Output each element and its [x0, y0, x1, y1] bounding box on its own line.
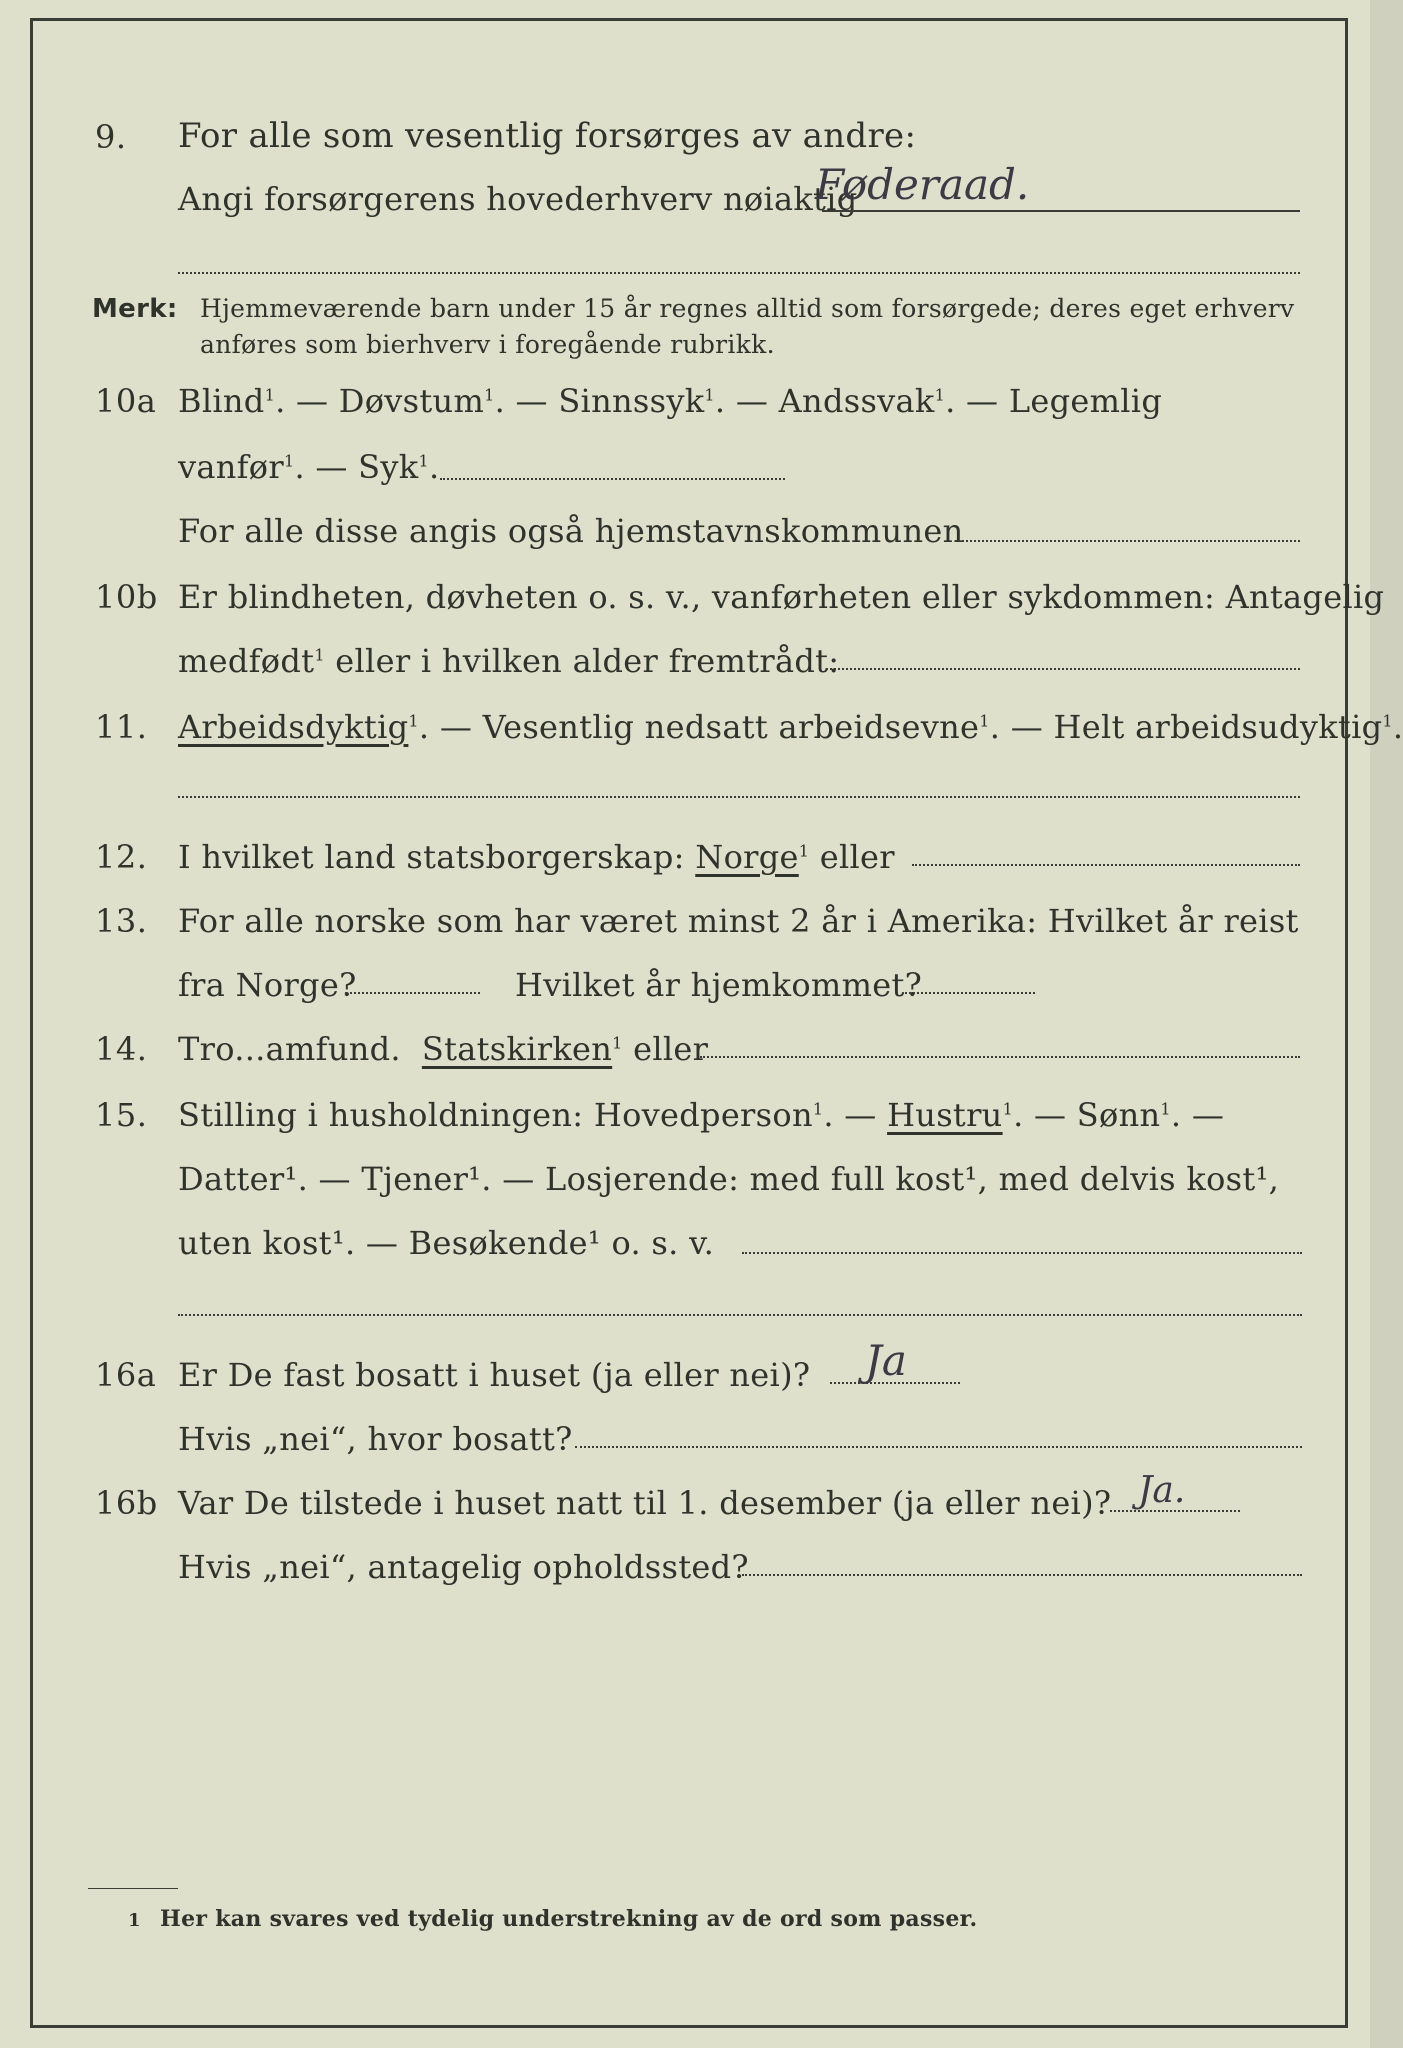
- q11-line: Arbeidsdyktig$^1$. — Vesentlig nedsatt arbeidsevne$^1$. — Helt arbeidsudyktig$^1$.: [178, 708, 1403, 746]
- q10a-syk-line: [440, 478, 785, 480]
- q10b-line2: medfødt$^1$ eller i hvilken alder fremtrådt:: [178, 642, 840, 680]
- q9-answer-line: [822, 210, 1300, 212]
- q15-line2: Datter¹. — Tjener¹. — Losjerende: med full kost¹, med delvis kost¹,: [178, 1160, 1280, 1198]
- q10a-line2: vanfør$^1$. — Syk$^1$.: [178, 448, 440, 486]
- q13-hjemkommet-line: [905, 992, 1035, 994]
- q16a-line1: Er De fast bosatt i huset (ja eller nei)?: [178, 1356, 811, 1394]
- q12-number: 12.: [95, 838, 148, 876]
- q16b-line1: Var De tilstede i huset natt til 1. desember (ja eller nei)?: [178, 1484, 1112, 1522]
- q16b-line2: Hvis „nei“, antagelig opholdssted?: [178, 1548, 749, 1586]
- q16b-handwritten-answer: Ja.: [1138, 1470, 1186, 1511]
- q13-number: 13.: [95, 902, 148, 940]
- q13-line2b: Hvilket år hjemkommet?: [515, 966, 923, 1004]
- q13-line1: For alle norske som har været minst 2 år i Amerika: Hvilket år reist: [178, 902, 1299, 940]
- q14-answer-line: [700, 1056, 1300, 1058]
- q15-line3: uten kost¹. — Besøkende¹ o. s. v.: [178, 1224, 715, 1262]
- merk-line1: Hjemmeværende barn under 15 år regnes alltid som forsørgede; deres eget erhverv: [200, 294, 1295, 323]
- q16a-answer-line: [830, 1382, 960, 1384]
- q9-handwritten-answer: Føderaad.: [815, 160, 1030, 209]
- q10a-kommune-line: [955, 540, 1300, 542]
- q15-line1: Stilling i husholdningen: Hovedperson$^1$. — Hustru$^1$. — Sønn$^1$. —: [178, 1096, 1225, 1134]
- merk-label: Merk:: [92, 294, 178, 324]
- q12-answer-line: [912, 864, 1300, 866]
- q10b-line1: Er blindheten, døvheten o. s. v., vanførheten eller sykdommen: Antagelig: [178, 578, 1385, 616]
- q16a-bosatt-line: [575, 1446, 1302, 1448]
- q10b-answer-line: [826, 668, 1300, 670]
- q9-line2: Angi forsørgerens hovederhverv nøiaktig: [178, 180, 858, 218]
- footnote-text: Her kan svares ved tydelig understrekning av de ord som passer.: [160, 1906, 978, 1932]
- q9-extra-line: [178, 272, 1300, 274]
- q16b-answer-line: [1110, 1510, 1240, 1512]
- q16a-handwritten-answer: Ja: [865, 1336, 907, 1385]
- q13-line2a: fra Norge?: [178, 966, 357, 1004]
- q10b-number: 10b: [95, 578, 158, 616]
- footnote-rule: [88, 1888, 178, 1889]
- q10a-line3: For alle disse angis også hjemstavnskommunen: [178, 512, 964, 550]
- q13-reist-line: [345, 992, 480, 994]
- q10a-number: 10a: [95, 382, 157, 420]
- merk-line2: anføres som bierhverv i foregående rubrikk.: [200, 330, 775, 359]
- q15-answer-line: [742, 1252, 1302, 1254]
- q10a-line1: Blind$^1$. — Døvstum$^1$. — Sinnssyk$^1$. — Andssvak$^1$. — Legemlig: [178, 382, 1163, 420]
- q16b-number: 16b: [95, 1484, 158, 1522]
- q16b-opholdssted-line: [742, 1574, 1302, 1576]
- footnote-mark: 1: [128, 1910, 141, 1931]
- q16a-line2: Hvis „nei“, hvor bosatt?: [178, 1420, 573, 1458]
- q11-number: 11.: [95, 708, 148, 746]
- q16a-number: 16a: [95, 1356, 157, 1394]
- q14-number: 14.: [95, 1030, 148, 1068]
- q14-line: Tro...amfund. Statskirken$^1$ eller: [178, 1030, 709, 1068]
- q15-number: 15.: [95, 1096, 148, 1134]
- q9-line1: For alle som vesentlig forsørges av andre:: [178, 116, 917, 156]
- q11-extra-line: [178, 796, 1300, 798]
- q12-line: I hvilket land statsborgerskap: Norge$^1$ eller: [178, 838, 895, 876]
- q15-extra-line: [178, 1314, 1302, 1316]
- q9-number: 9.: [95, 118, 127, 156]
